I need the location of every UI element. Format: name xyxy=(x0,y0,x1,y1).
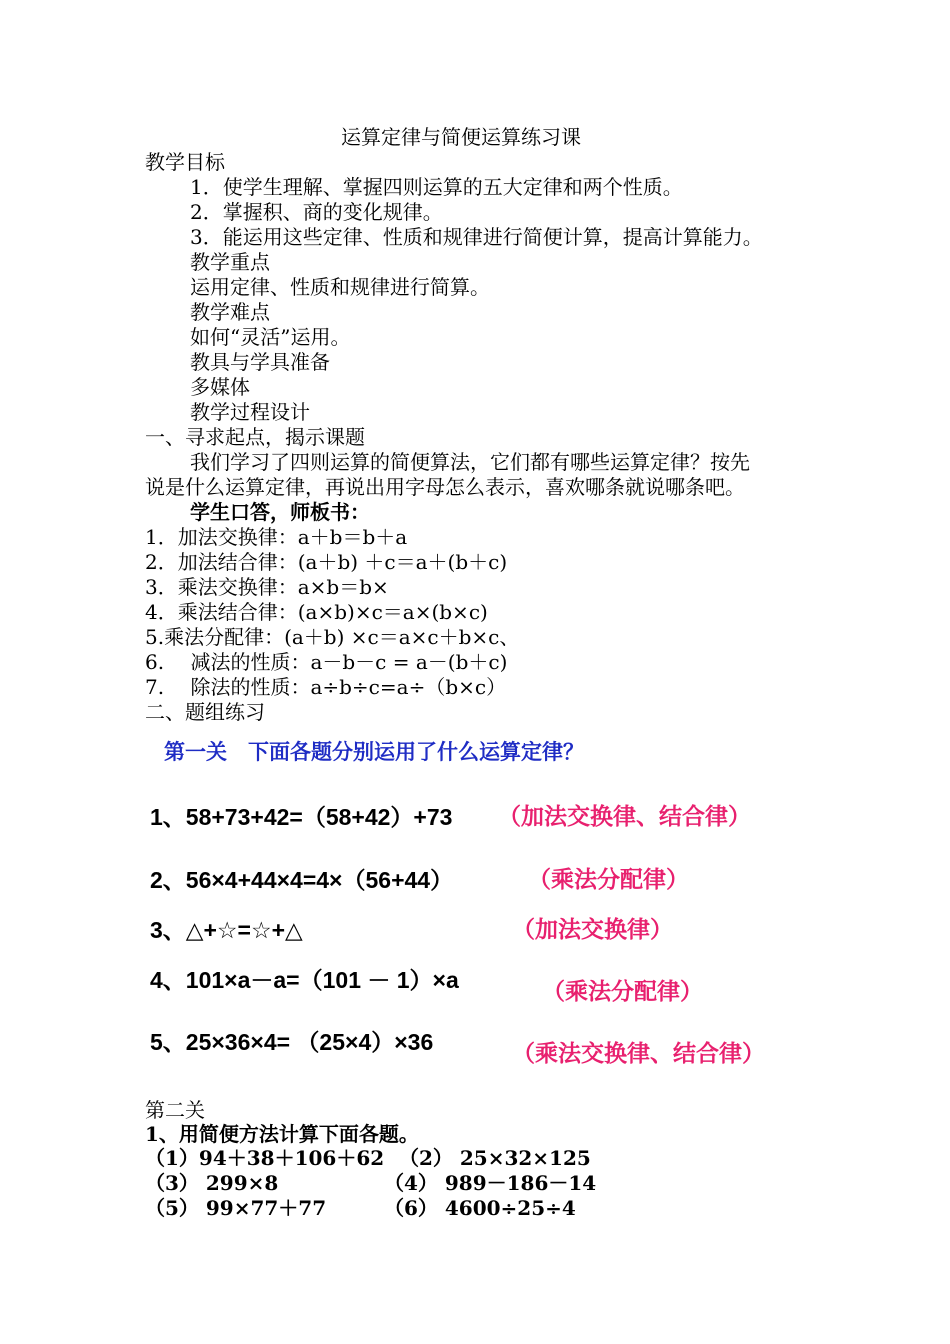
key-text: 运用定律、性质和规律进行简算。 xyxy=(190,275,490,299)
difficulty-text: 如何“灵活”运用。 xyxy=(190,325,351,349)
level2-subheading: 1、用简便方法计算下面各题。 xyxy=(145,1122,419,1146)
law-item: 6. 减法的性质：a－b－c = a－(b＋c) xyxy=(145,650,508,674)
student-answer-label: 学生口答，师板书： xyxy=(190,500,370,524)
calc-item: （3） 299×8 xyxy=(145,1171,279,1195)
key-heading: 教学重点 xyxy=(190,250,270,274)
law-item: 1．加法交换律：a＋b＝b＋a xyxy=(145,525,408,549)
law-item: 3．乘法交换律：a×b＝b× xyxy=(145,575,389,599)
exercise-answer: （乘法交换律、结合律） xyxy=(512,1040,765,1067)
exercise-question: 1、58+73+42=（58+42）+73 xyxy=(150,804,453,830)
calc-item: （1）94＋38＋106＋62 xyxy=(145,1146,385,1170)
law-item: 2．加法结合律：(a＋b) ＋c＝a＋(b＋c) xyxy=(145,550,508,574)
tools-heading: 教具与学具准备 xyxy=(190,350,330,374)
intro-line: 说是什么运算定律，再说出用字母怎么表示，喜欢哪条就说哪条吧。 xyxy=(145,475,745,499)
calc-item: （4） 989－186－14 xyxy=(384,1171,597,1195)
law-item: 7. 除法的性质：a÷b÷c=a÷（b×c） xyxy=(145,675,507,699)
exercise-question: 2、56×4+44×4=4×（56+44） xyxy=(150,867,454,893)
document-title: 运算定律与简便运算练习课 xyxy=(341,125,581,149)
calc-item: （6） 4600÷25÷4 xyxy=(384,1196,576,1220)
exercise-answer: （加法交换律、结合律） xyxy=(498,803,751,830)
section1-heading: 一、寻求起点，揭示课题 xyxy=(145,425,365,449)
objective-item: 3．能运用这些定律、性质和规律进行简便计算，提高计算能力。 xyxy=(190,225,763,249)
objectives-heading: 教学目标 xyxy=(145,150,225,174)
calc-item: （2） 25×32×125 xyxy=(399,1146,591,1170)
law-item: 5.乘法分配律：(a＋b) ×c＝a×c＋b×c、 xyxy=(145,625,520,649)
objective-item: 1．使学生理解、掌握四则运算的五大定律和两个性质。 xyxy=(190,175,683,199)
exercise-question: 4、101×a－a=（101 － 1）×a xyxy=(150,967,459,993)
exercise-question: 3、△+☆=☆+△ xyxy=(150,917,303,943)
exercise-question: 5、25×36×4= （25×4）×36 xyxy=(150,1029,434,1055)
process-heading: 教学过程设计 xyxy=(190,400,310,424)
objective-item: 2．掌握积、商的变化规律。 xyxy=(190,200,443,224)
exercise-answer: （加法交换律） xyxy=(512,916,673,943)
intro-line: 我们学习了四则运算的简便算法，它们都有哪些运算定律？按先 xyxy=(190,450,750,474)
level2-heading: 第二关 xyxy=(145,1098,205,1122)
exercise-answer: （乘法分配律） xyxy=(528,866,689,893)
calc-item: （5） 99×77＋77 xyxy=(145,1196,327,1220)
section2-heading: 二、题组练习 xyxy=(145,700,265,724)
law-item: 4．乘法结合律：(a×b)×c＝a×(b×c) xyxy=(145,600,488,624)
tools-text: 多媒体 xyxy=(190,375,250,399)
difficulty-heading: 教学难点 xyxy=(190,300,270,324)
exercise-answer: （乘法分配律） xyxy=(542,978,703,1005)
level1-heading: 第一关 下面各题分别运用了什么运算定律？ xyxy=(164,741,584,764)
